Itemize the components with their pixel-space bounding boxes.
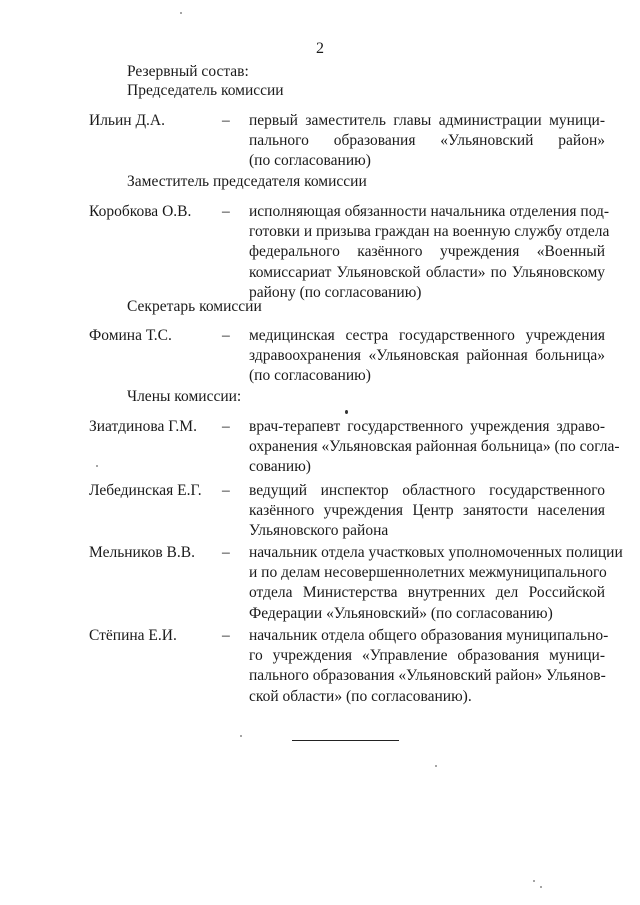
heading-deputy: Заместитель председателя комиссии (127, 173, 367, 190)
description-line: начальник отдела общего образования муниципально- (249, 627, 609, 644)
member-name: Лебединская Е.Г. (89, 482, 202, 499)
description-line: сованию) (249, 458, 311, 476)
heading-members: Члены комиссии: (127, 388, 242, 405)
description-line: начальник отдела участковых уполномоченных полиции (249, 544, 623, 561)
description-line: пального образования «Ульяновский район» (249, 132, 605, 150)
description-line: Федерации «Ульяновский» (по согласованию) (249, 604, 553, 622)
description-line: (по согласованию) (249, 367, 371, 385)
description-line: федерального казённого учреждения «Военный (249, 243, 605, 261)
description-line: району (по согласованию) (249, 283, 422, 301)
description-line: ской области» (по согласованию). (249, 687, 472, 705)
description-line: медицинская сестра государственного учреждения (249, 327, 605, 344)
member-description (249, 202, 610, 303)
member-name: Зиатдинова Г.М. (89, 418, 197, 435)
description-line: готовки и призыва граждан на военную службу отдела (249, 223, 610, 241)
member-name: Коробкова О.В. (89, 203, 192, 220)
description-line: врач-терапевт государственного учреждения здраво- (249, 418, 605, 435)
member-name: Фомина Т.С. (89, 327, 172, 344)
description-line: исполняющая обязанности начальника отделения под- (249, 203, 610, 220)
member-name: Ильин Д.А. (89, 112, 165, 129)
dash: – (222, 482, 230, 499)
scan-speck (540, 886, 542, 888)
dash: – (222, 203, 230, 220)
end-of-list-rule (292, 740, 399, 741)
description-line: Ульяновского района (249, 522, 389, 540)
member-description (249, 481, 605, 542)
description-line: ведущий инспектор областного государственного (249, 482, 605, 499)
member-description (249, 111, 605, 172)
scan-speck (96, 465, 98, 467)
dash: – (222, 327, 230, 344)
description-line: пального образования «Ульяновский район» Ульянов- (249, 667, 606, 685)
scan-speck (240, 735, 242, 737)
description-line: первый заместитель главы администрации муници- (249, 112, 605, 129)
dash: – (222, 112, 230, 129)
description-line: казённого учреждения Центр занятости населения (249, 502, 605, 520)
description-line: (по согласованию) (249, 152, 371, 170)
dash: – (222, 544, 230, 561)
dash: – (222, 627, 230, 644)
page-number: 2 (316, 40, 324, 57)
scan-speck (533, 880, 535, 882)
dash: – (222, 418, 230, 435)
member-name: Мельников В.В. (89, 544, 195, 561)
heading-secretary: Секретарь комиссии (127, 298, 262, 315)
description-line: здравоохранения «Ульяновская районная больница» (249, 347, 605, 365)
member-description (249, 417, 620, 478)
scan-speck (345, 410, 348, 414)
description-line: отдела Министерства внутренних дел Российской (249, 584, 605, 602)
description-line: го учреждения «Управление образования муници- (249, 647, 605, 665)
scan-speck (435, 765, 437, 767)
member-description (249, 543, 623, 624)
heading-chair: Председатель комиссии (127, 82, 284, 99)
scan-speck (180, 12, 182, 14)
description-line: охранения «Ульяновская районная больница» (по согла- (249, 438, 620, 456)
heading-reserve: Резервный состав: (127, 63, 249, 80)
member-description (249, 326, 605, 387)
description-line: и по делам несовершеннолетних межмуниципального (249, 564, 607, 582)
member-description (249, 626, 609, 707)
description-line: комиссариат Ульяновской области» по Ульяновскому (249, 263, 605, 281)
member-name: Стёпина Е.И. (89, 627, 177, 644)
